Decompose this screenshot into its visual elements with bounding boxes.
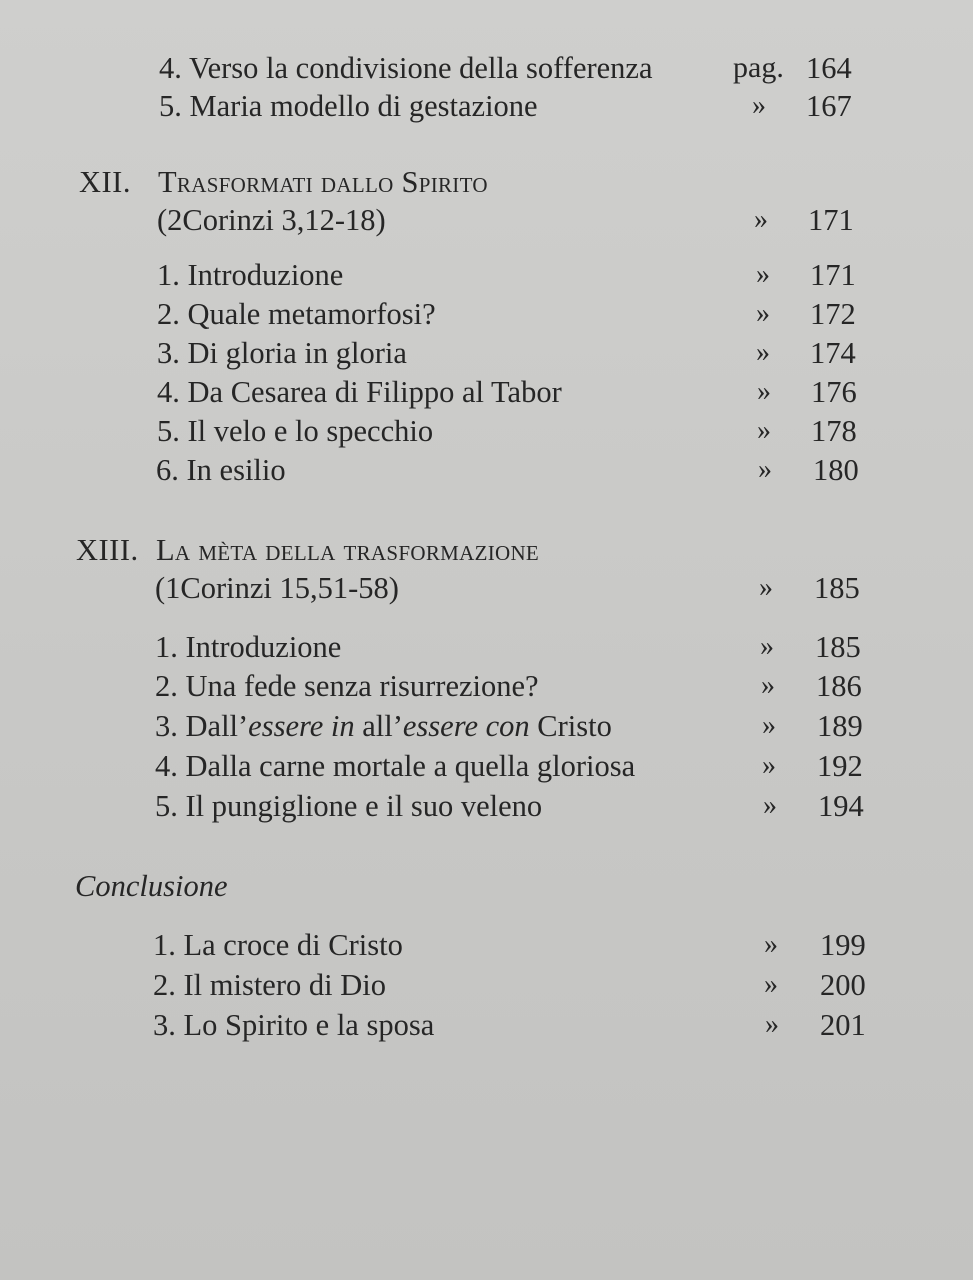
entry-label: 6. In esilio [156, 453, 286, 487]
page-marker: » [761, 670, 775, 701]
chapter-reference-line [0, 568, 973, 608]
page-number: 185 [814, 571, 860, 605]
page-marker: » [760, 631, 774, 662]
toc-entry [0, 1005, 973, 1045]
page-marker: » [764, 969, 778, 1000]
entry-label: 2. Quale metamorfosi? [157, 297, 436, 331]
page-number: 192 [817, 749, 863, 783]
entry-suffix: Cristo [529, 709, 612, 743]
entry-label: 5. Il velo e lo specchio [157, 414, 434, 448]
page-marker: » [756, 298, 770, 329]
page-number: 164 [806, 51, 852, 85]
toc-entry [0, 965, 973, 1005]
toc-entry [0, 627, 973, 667]
conclusion-heading [0, 866, 973, 906]
entry-label: 5. Maria modello di gestazione [159, 89, 538, 123]
page-marker: » [757, 415, 771, 446]
page-number: 176 [811, 375, 857, 409]
page-number: 201 [820, 1008, 866, 1042]
page-marker: » [765, 1009, 779, 1040]
toc-entry [0, 666, 973, 706]
page-marker: » [763, 790, 777, 821]
page-marker: » [762, 750, 776, 781]
entry-label: 1. Introduzione [155, 630, 342, 664]
entry-label: 4. Dalla carne mortale a quella gloriosa [155, 749, 636, 783]
toc-entry [0, 372, 973, 412]
page-number: 189 [817, 709, 863, 743]
toc-entry [0, 48, 973, 88]
page-marker: » [764, 929, 778, 960]
page-number: 194 [818, 789, 864, 823]
entry-label: 5. Il pungiglione e il suo veleno [155, 789, 543, 823]
page-marker: » [762, 710, 776, 741]
conclusion-title: Conclusione [75, 869, 228, 903]
entry-label: 4. Verso la condivisione della sofferenza [159, 51, 653, 85]
toc-entry [0, 333, 973, 373]
page-marker: » [752, 90, 766, 121]
toc-entry [0, 294, 973, 334]
toc-entry [0, 746, 973, 786]
entry-italic-1: essere in [248, 709, 355, 743]
entry-label: 3. Lo Spirito e la sposa [153, 1008, 435, 1042]
page-number: 167 [806, 89, 852, 123]
page-number: 172 [810, 297, 856, 331]
page-number: 200 [820, 968, 866, 1002]
entry-label: 1. La croce di Cristo [153, 928, 403, 962]
page-number: 171 [808, 203, 854, 237]
chapter-heading [0, 530, 973, 570]
chapter-title: Trasformati dallo Spirito [158, 165, 488, 199]
entry-italic-2: essere con [402, 709, 530, 743]
chapter-reference: (2Corinzi 3,12-18) [157, 203, 386, 237]
chapter-number: XIII. [76, 533, 139, 567]
page-number: 174 [810, 336, 856, 370]
chapter-heading [0, 162, 973, 202]
toc-entry [0, 925, 973, 965]
entry-label: 3. Di gloria in gloria [157, 336, 407, 370]
toc-entry [0, 255, 973, 295]
toc-entry [0, 450, 973, 490]
entry-middle: all’ [354, 709, 403, 743]
entry-prefix: 3. Dall’ [155, 709, 249, 743]
chapter-number: XII. [79, 165, 131, 199]
page-prefix: pag. [733, 51, 784, 84]
page-number: 171 [810, 258, 856, 292]
entry-label: 1. Introduzione [157, 258, 344, 292]
page-number: 185 [815, 630, 861, 664]
page-number: 199 [820, 928, 866, 962]
entry-label: 2. Il mistero di Dio [153, 968, 386, 1002]
page-number: 180 [813, 453, 859, 487]
entry-label: 2. Una fede senza risurrezione? [155, 669, 539, 703]
chapter-title: La mèta della trasformazione [156, 533, 540, 567]
toc-entry [0, 411, 973, 451]
toc-entry [0, 706, 973, 746]
toc-entry [0, 86, 973, 126]
page-marker: » [759, 572, 773, 603]
entry-label-mixed [155, 706, 612, 746]
toc-entry [0, 786, 973, 826]
page-marker: » [756, 259, 770, 290]
page-number: 186 [816, 669, 862, 703]
page-marker: » [756, 337, 770, 368]
entry-label: 4. Da Cesarea di Filippo al Tabor [157, 375, 562, 409]
page-marker: » [757, 376, 771, 407]
page-marker: » [758, 454, 772, 485]
page-marker: » [754, 204, 768, 235]
chapter-reference: (1Corinzi 15,51-58) [155, 571, 399, 605]
chapter-reference-line [0, 200, 973, 240]
page-number: 178 [811, 414, 857, 448]
